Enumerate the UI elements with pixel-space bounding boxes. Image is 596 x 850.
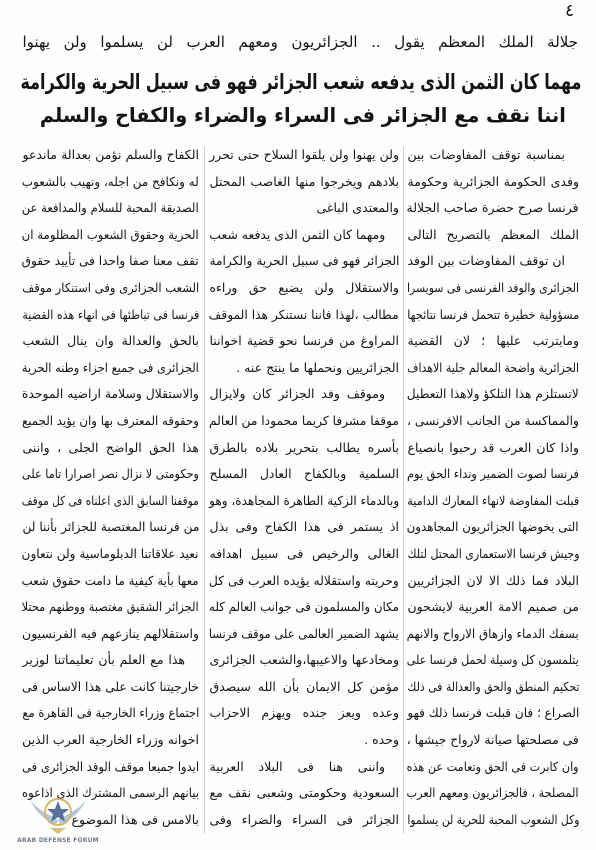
article-line <box>209 754 399 781</box>
article-line <box>209 142 399 169</box>
article-line-text: اذ يستمر فى هذا الكفاح وفى بذل <box>209 519 399 535</box>
article-line-text: لاتستلزم هذا التلكؤ ولاهذا التعطيل <box>407 386 579 402</box>
article-line <box>407 408 579 435</box>
article-line <box>22 488 199 515</box>
article-line <box>407 700 579 727</box>
article-line-text: الكفاح والسلم نؤمن بعدالة ماندعو <box>22 147 199 162</box>
article-line-text: موقفا مشرفا كريما محمودا من العالم <box>209 412 399 428</box>
article-line-text: الجزائرى فى جميع اجزاء وطنه الحرية <box>22 359 199 375</box>
article-line-text: بيانهم الرسمى المشترك الذى اذاعوه <box>22 785 199 801</box>
article-line <box>209 647 399 674</box>
article-line <box>22 169 199 196</box>
article-line <box>209 594 399 621</box>
article-line-text: ولن يهنوا ولن يلقوا السلاح حتى تحرر <box>209 147 399 162</box>
article-line <box>209 727 399 754</box>
article-line-text: بلادهم ويخرجوا منها الغاصب المحتل <box>209 173 399 189</box>
article-line-text: بمناسبة توقف المفاوضات بين <box>407 147 565 162</box>
article-line <box>209 248 399 275</box>
article-line <box>407 488 579 515</box>
article-line-text: الجزائرى والوفد الفرنسى فى سويسرا <box>407 279 579 295</box>
article-line-text: والاستقلال ولن يضيع حق وراءه <box>209 279 399 295</box>
article-line-text: موقفنا السابق الذى اعلناه فى كل موقف <box>22 492 199 508</box>
article-line-text: مطالب ،لهذا فاننا نستنكر هذا الموقف <box>209 306 399 322</box>
article-line <box>22 355 199 382</box>
article-line-text: قبلت المفاوضة لانهاء المعارك الدامية <box>407 492 579 508</box>
article-line-text: ايدوا جميعا موقف الوفد الجزائرى فى <box>22 758 199 774</box>
article-line-text: الملك المعظم بالتصريح التالى <box>407 226 579 242</box>
article-line <box>407 514 579 541</box>
article-line-text: الجزائر فى السراء والضراء وفى <box>209 811 399 827</box>
article-line <box>407 381 579 408</box>
article-line-text: مكان والمسلمون فى جوانب العالم كله <box>209 599 399 615</box>
article-line <box>22 674 199 701</box>
article-line-text: بالحق والعدالة وان ينال الشعب <box>22 333 199 349</box>
article-line <box>407 302 579 329</box>
article-line <box>209 700 399 727</box>
article-line <box>22 328 199 355</box>
article-line-text: والمعتدى الباغى <box>316 200 399 216</box>
article-line <box>407 647 579 674</box>
page-number-text: ٤ <box>565 1 574 21</box>
article-line <box>22 568 199 595</box>
article-line <box>407 541 579 568</box>
article-line-text: ومخادعها والاعيبها،والشعب الجزائرى <box>209 652 399 668</box>
article-line-text: خارجيتنا كانت على هذا الاساس فى <box>22 678 199 694</box>
article-line-text: الجزائرية واضحة المعالم جلية الاهداف <box>407 359 579 375</box>
main-headline <box>20 66 581 98</box>
article-line <box>22 621 199 648</box>
article-line-text: هذا الحق الواضح الجلى ، واننى <box>22 439 199 455</box>
article-line <box>209 381 399 408</box>
article-line <box>407 780 579 807</box>
article-line <box>209 169 399 196</box>
article-line-text: له ونكافح من اجله، ونهيب بالشعوب <box>22 173 199 189</box>
article-line <box>22 514 199 541</box>
article-line <box>209 355 399 382</box>
watermark-text: ARAB DEFENSE FORUM <box>17 837 99 844</box>
article-line <box>407 807 579 834</box>
secondary-headline <box>40 100 566 130</box>
article-line-text: ان توقف المفاوضات بين الوفد <box>407 253 565 269</box>
article-line-text: يتلمسون كل وسيلة لحمل فرنسا على <box>407 652 579 668</box>
article-line <box>407 169 579 196</box>
article-line <box>407 195 579 222</box>
article-line <box>407 754 579 781</box>
article-line-text: الحرية وحقوق الشعوب المظلومة ان <box>22 226 199 242</box>
article-column-left <box>22 142 199 833</box>
article-column-right <box>407 142 579 833</box>
article-line <box>209 302 399 329</box>
article-line-text: وحقوقه المعترف بها وان يؤيد الجميع <box>22 412 199 428</box>
article-line <box>209 488 399 515</box>
article-line <box>22 408 199 435</box>
article-line-text: الغالى والرخيص فى سبيل اهدافه <box>209 545 399 561</box>
article-line <box>209 275 399 302</box>
article-line-text: بالامس فى هذا الموضوع <box>71 811 199 827</box>
article-line <box>209 328 399 355</box>
article-line <box>209 195 399 222</box>
article-line <box>22 195 199 222</box>
watermark-logo <box>14 790 102 848</box>
article-line <box>407 461 579 488</box>
article-line-text: السعودية وحكومتى وشعبى نقف مع <box>209 785 399 801</box>
article-line-text: اخوانه وزراء الخارجية العرب الذين <box>22 732 199 748</box>
article-line <box>22 381 199 408</box>
secondary-headline-text: اننا نقف مع الجزائر فى السراء والضراء والكفاح والسلم <box>40 103 566 127</box>
article-line-text: وحكومتى لا نزال نصر اصرارا تاما على <box>22 466 199 482</box>
article-line <box>209 674 399 701</box>
article-line-text: الجزائريين ونحملها ما ينتج عنه . <box>236 359 399 375</box>
article-line <box>407 328 579 355</box>
article-line-text: المصلحة ، فالجزائريون ومعهم العرب <box>407 785 579 801</box>
article-line-text: وان كابرت فى الحق وتعامت عن هذه <box>407 758 579 774</box>
article-line <box>407 568 579 595</box>
article-line-text: المراوغ من فرنسا نحو قضية اخواننا <box>209 333 399 349</box>
article-line <box>407 727 579 754</box>
main-headline-text: مهما كان الثمن الذى يدفعه شعب الجزائر فهو فى سبيل الحرية والكرامة <box>20 70 581 94</box>
article-line-text: بأسره يطالب بتحرير بلاده بالطرق <box>209 439 399 455</box>
header-kicker-text: جلالة الملك المعظم يقول .. الجزائريون ومعهم العرب لن يسلموا ولن يهنوا <box>22 33 578 51</box>
article-line-text: السلمية وبالكفاح العادل المسلح <box>209 466 399 482</box>
winged-star-emblem-icon <box>28 790 88 836</box>
article-line <box>22 541 199 568</box>
article-line <box>209 807 399 834</box>
article-line-text: الجزائر فهو فى سبيل الحرية والكرامة <box>209 253 399 269</box>
article-line-text: التى يخوضها الجزائريون المجاهدون <box>407 519 579 535</box>
article-line-text: فى مصلحتها صيانة لارواح جيشها ، <box>407 732 579 748</box>
article-line-text: هذا مع العلم بأن تعليماتنا لوزير <box>22 652 185 668</box>
article-line <box>407 621 579 648</box>
article-line-text: واستقلالهم ينازعهم فيه الفرنسيون <box>22 625 199 641</box>
article-line <box>22 754 199 781</box>
article-line <box>22 594 199 621</box>
article-line <box>22 461 199 488</box>
article-line-text: وبالدماء الزكية الطاهرة المجاهدة، وهو <box>209 492 399 508</box>
article-line <box>22 275 199 302</box>
article-line-text: وفدى الحكومة الجزائرية وحكومة <box>407 173 579 189</box>
page-number <box>565 0 574 22</box>
article-line-text: تحكيم المنطق والحق والعدالة فى ذلك <box>407 678 579 694</box>
article-line <box>22 302 199 329</box>
article-line <box>22 727 199 754</box>
article-line <box>407 222 579 249</box>
article-line-text: والمماكسة من الجانب الافرنسى ، <box>407 412 579 428</box>
article-line <box>209 222 399 249</box>
article-line-text: تقف معنا صفا واحدا فى تأييد حقوق <box>22 253 199 269</box>
article-line-text: معها بأية كيفية ما دامت حقوق شعب <box>22 572 199 588</box>
article-line <box>209 780 399 807</box>
article-line <box>209 435 399 462</box>
article-line <box>22 647 199 674</box>
article-line-text: وجيش فرنسا الاستعمارى المحتل لتلك <box>407 545 579 561</box>
article-line <box>209 541 399 568</box>
article-line-text: يشهد الضمير العالمى على موقف فرنسا <box>209 625 399 641</box>
article-line <box>22 435 199 462</box>
article-line <box>407 594 579 621</box>
article-line <box>22 700 199 727</box>
article-line-text: واذا كان العرب قد رحبوا بانصياع <box>407 439 579 455</box>
article-line-text: فرنسا لصوت الضمير ونداء الحق يوم <box>407 466 579 482</box>
article-line-text: والاستقلال وسلامة اراضيه الموحدة <box>22 386 199 402</box>
article-line <box>209 621 399 648</box>
header-kicker <box>22 30 578 54</box>
article-line <box>407 248 579 275</box>
article-line-text: البلاد فما ذلك الا لان الجزائريين <box>407 572 579 588</box>
article-line-text: الصديقة المحبة للسلام والمدافعة عن <box>22 200 199 216</box>
article-line-text: فرنسا صرح حضرة صاحب الجلالة <box>407 200 579 216</box>
article-line-text: ومهما كان الثمن الذى يدفعه شعب <box>209 226 385 242</box>
article-line <box>209 568 399 595</box>
article-line-text: نعيد علاقاتنا الدبلوماسية ولن نتعاون <box>22 545 199 561</box>
article-line-text: وعده ويعز جنده ويهزم الاحزاب <box>209 705 399 721</box>
article-line-text: اجتماع وزراء الخارجية فى القاهرة مع <box>22 705 199 721</box>
article-line-text: وحريته واستقلاله يؤيده العرب فى كل <box>209 572 399 588</box>
article-line <box>407 435 579 462</box>
article-line-text: ومايترتب عليها ؛ لان القضية <box>407 333 579 349</box>
article-line <box>209 408 399 435</box>
article-line <box>407 142 579 169</box>
article-line <box>22 222 199 249</box>
article-line <box>407 275 579 302</box>
article-line <box>407 674 579 701</box>
article-line <box>22 248 199 275</box>
article-line-text: وحده . <box>364 732 399 748</box>
article-line-text: واننى هنا فى البلاد العربية <box>209 758 385 774</box>
article-line-text: الصراع ؛ فان قبلت فرنسا ذلك فهو <box>407 705 579 721</box>
article-line-text: الشعب الجزائرى وفى استنكار موقف <box>22 279 199 295</box>
article-column-middle <box>209 142 399 833</box>
article-line-text: مسؤولية خطيرة تتحمل فرنسا نتائجها <box>407 306 579 322</box>
article-line <box>22 142 199 169</box>
article-line-text: الجزائر الشقيق مغتصبة ووطنهم محتلا <box>22 599 199 615</box>
article-line <box>209 514 399 541</box>
article-line-text: من فرنسا المغتصبة للجزائر بأننا لن <box>22 519 199 535</box>
article-line-text: من صميم الامة العربية لايشحون <box>407 599 579 615</box>
article-line-text: فرنسا فى تباطئها فى انهاء هذه القضية <box>22 306 199 322</box>
article-line-text: وكل الشعوب المحبة للحرية لن يسلموا <box>407 811 579 827</box>
article-line <box>209 461 399 488</box>
article-line-text: بسفك الدماء وازهاق الارواح والانهم <box>407 625 579 641</box>
article-line-text: مؤمن كل الايمان بأن الله سيصدق <box>209 678 399 694</box>
article-line <box>407 355 579 382</box>
article-line-text: وموقف وفد الجزائر كان ولايزال <box>209 386 385 402</box>
